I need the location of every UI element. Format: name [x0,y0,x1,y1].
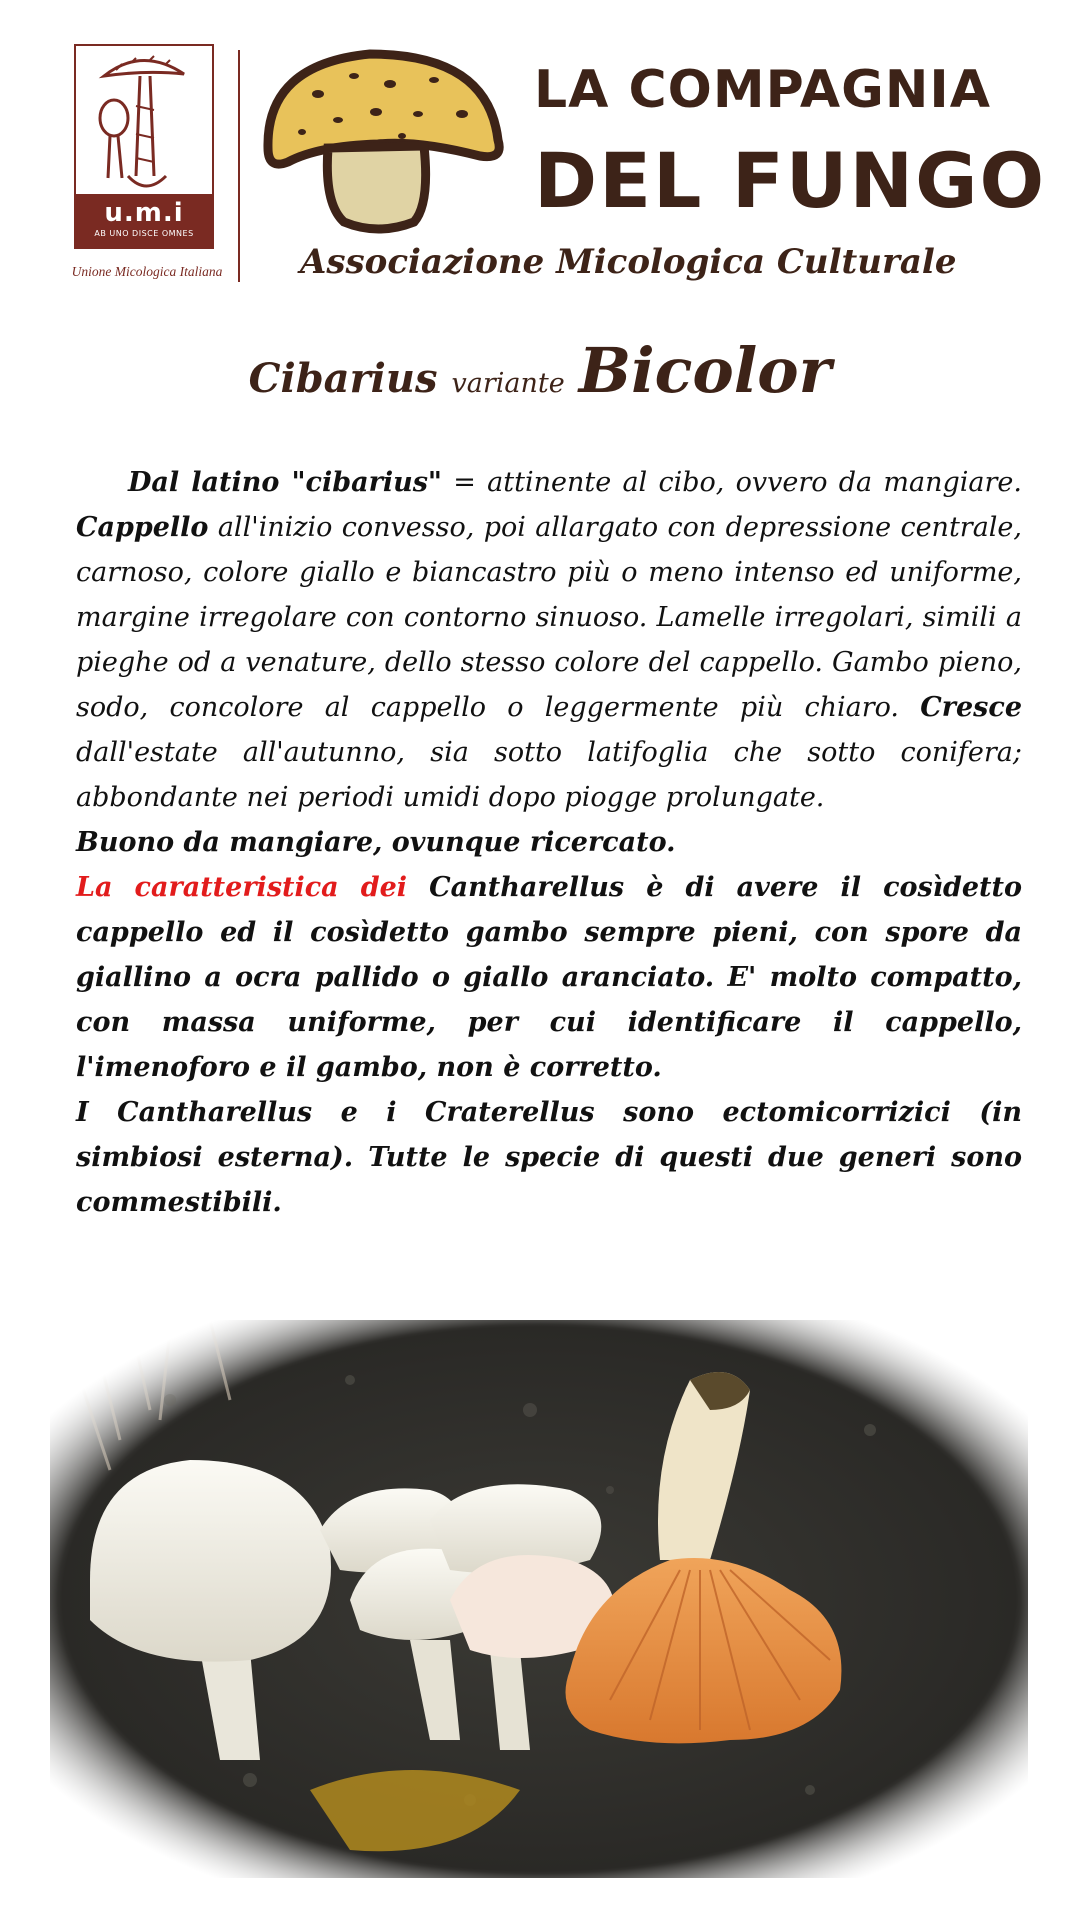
page-title [0,334,1080,407]
title-species: Cibarius [248,355,438,402]
etymology-text: = attinente al cibo, ovvero da mangiare. [441,467,1022,498]
brand-subtitle: Associazione Micologica Culturale [300,242,957,282]
umi-badge [74,194,214,249]
note-paragraph: I Cantharellus e i Craterellus sono ectomicorrizici (in simbiosi esterna). Tutte le specie di questi due generi sono commestibili. [76,1097,1022,1218]
feature-text: Cantharellus è di avere il cosìdetto cappello ed il cosìdetto gambo sempre pieni, con spore da giallino a ocra pallido o giallo aranciato. E' molto compatto, con massa uniforme, per cui identificare il cappello, l'imenoforo e il gambo, non è corretto. [76,872,1022,1083]
feature-paragraph [76,865,1022,1090]
umi-logo [58,44,236,294]
brand-name-line2: DEL FUNGO [534,136,1047,225]
cap-text: all'inizio convesso, poi allargato con depressione centrale, carnoso, colore giallo e biancastro più o meno intenso ed uniforme, margine irregolare con contorno sinuoso. Lamelle irregolari, simili a pieghe od a venature, dello stesso colore del cappello. Gambo pieno, sodo, concolore al cappello o leggermente più chiaro. [76,512,1022,723]
cap-label: Cappello [76,512,209,543]
brand-name-line1: LA COMPAGNIA [534,60,991,120]
umi-name: u.m.i [104,198,184,228]
mushroom-photo [50,1320,1028,1878]
title-variety: Bicolor [578,334,832,407]
feature-lead: La caratteristica dei [76,872,408,903]
parasol-mushroom-icon [76,46,212,196]
growth-label: Cresce [920,692,1022,723]
umi-motto: AB UNO DISCE OMNES [94,229,194,238]
umi-caption: Unione Micologica Italiana [71,264,223,279]
description-paragraph [76,460,1022,820]
header-divider [238,50,240,282]
title-connector: variante [451,368,565,399]
growth-text: dall'estate all'autunno, sia sotto latifoglia che sotto conifera; abbondante nei periodi umidi dopo piogge prolungate. [76,737,1022,813]
description-block [76,460,1022,1225]
mushroom-icon [258,36,508,236]
edibility-line: Buono da mangiare, ovunque ricercato. [76,827,676,858]
etymology-label: Dal latino "cibarius" [128,467,442,498]
